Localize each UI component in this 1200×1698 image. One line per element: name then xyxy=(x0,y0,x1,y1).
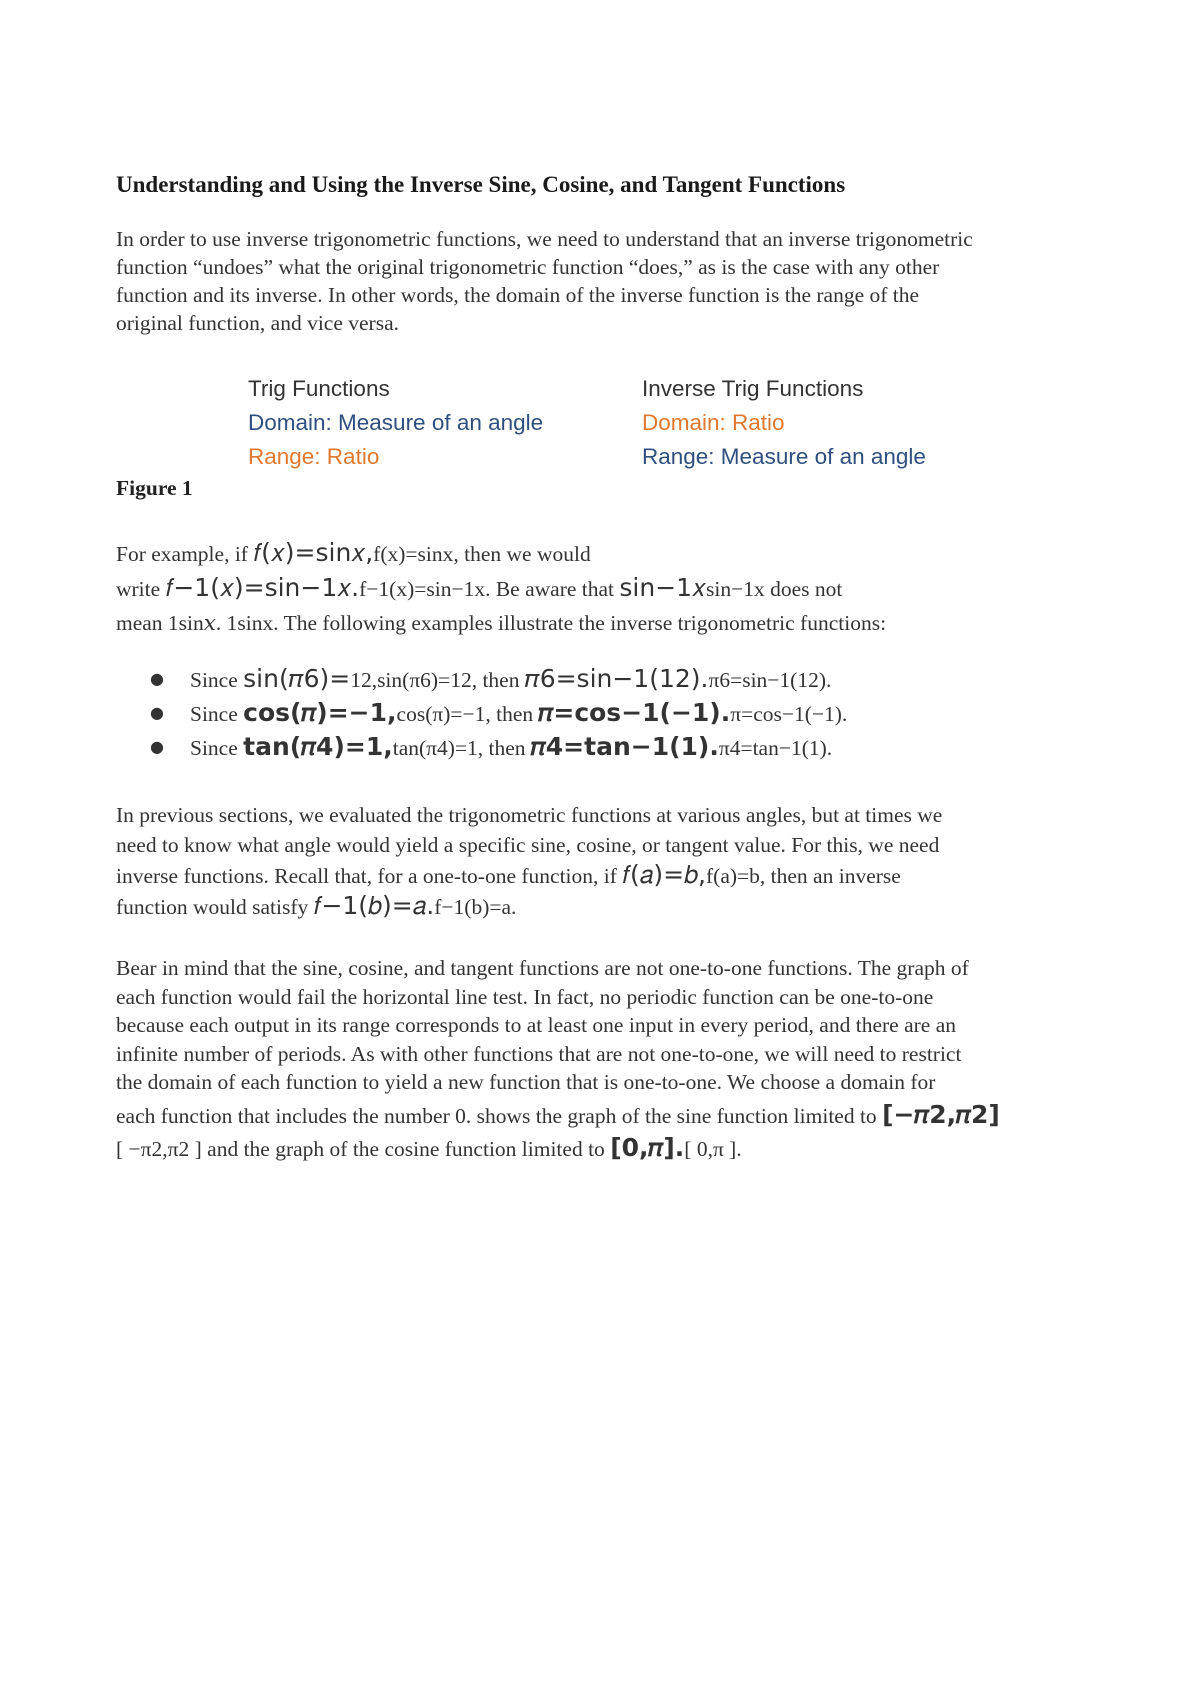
figure-trig-heading: Trig Functions xyxy=(248,376,390,401)
bullet-icon: ● xyxy=(150,703,164,722)
page-title: Understanding and Using the Inverse Sine, Cosine, and Tangent Functions xyxy=(116,172,846,197)
previous-line: inverse functions. Recall that, for a one-to-one function, if 𝑓(𝑎)=𝑏,f(a)=b, then an inverse xyxy=(116,860,901,889)
bear-line: because each output in its range corresponds to at least one input in every period, and there are an xyxy=(116,1013,956,1037)
examples-list xyxy=(116,662,847,764)
previous-line: function would satisfy 𝑓−1(𝑏)=𝑎.f−1(b)=a. xyxy=(116,891,517,920)
bear-line: Bear in mind that the sine, cosine, and tangent functions are not one-to-one functions. The graph of xyxy=(116,956,969,980)
example-line-1: For example, if 𝑓(𝑥)=sin𝑥,f(x)=sinx, then we would xyxy=(116,538,591,567)
example-paragraph xyxy=(116,536,1106,640)
list-item: ● Since sin(𝜋6)=12,sin(π6)=12, then 𝜋6=sin−1(12).π6=sin−1(12). xyxy=(116,662,847,696)
intro-paragraph xyxy=(116,225,1106,337)
figure-inverse-heading: Inverse Trig Functions xyxy=(642,376,864,401)
intro-line: In order to use inverse trigonometric functions, we need to understand that an inverse trigonometric xyxy=(116,227,973,251)
bear-line: each function would fail the horizontal line test. In fact, no periodic function can be one-to-one xyxy=(116,984,934,1009)
bear-line: the domain of each function to yield a new function that is one-to-one. We choose a domain for xyxy=(116,1070,936,1094)
intro-line: original function, and vice versa. xyxy=(116,311,399,335)
previous-paragraph xyxy=(116,800,1106,922)
bear-line: infinite number of periods. As with other functions that are not one-to-one, we will need to restrict xyxy=(116,1041,962,1066)
list-item: ● Since cos(𝜋)=−1,cos(π)=−1, then 𝜋=cos−1(−1).π=cos−1(−1). xyxy=(116,696,847,730)
bear-line: each function that includes the number 0. shows the graph of the sine function limited to [−𝜋2,𝜋2] xyxy=(116,1099,1000,1129)
bullet-icon: ● xyxy=(150,669,164,688)
previous-line: In previous sections, we evaluated the trigonometric functions at various angles, but at times we xyxy=(116,803,943,827)
bear-line: [ −π2,π2 ] and the graph of the cosine function limited to [0,𝜋].[ 0,π ]. xyxy=(116,1133,742,1162)
figure-trig-column xyxy=(248,372,543,474)
intro-line: function and its inverse. In other words, the domain of the inverse function is the range of the xyxy=(116,283,920,307)
bear-paragraph xyxy=(116,954,1106,1164)
example-line-3: mean 1sin𝑥. 1sinx. The following examples illustrate the inverse trigonometric functions: xyxy=(116,611,887,635)
figure-trig-domain: Domain: Measure of an angle xyxy=(248,410,544,435)
bullet-icon: ● xyxy=(150,737,164,756)
example-line-2: write 𝑓−1(𝑥)=sin−1𝑥.f−1(x)=sin−1x. Be aware that sin−1𝑥sin−1x does not xyxy=(116,573,843,602)
previous-line: need to know what angle would yield a specific sine, cosine, or tangent value. For this, we need xyxy=(116,833,940,857)
figure-inverse-domain: Domain: Ratio xyxy=(642,410,785,435)
list-item: ● Since tan(𝜋4)=1,tan(π4)=1, then 𝜋4=tan−1(1).π4=tan−1(1). xyxy=(116,730,847,764)
figure-inverse-column xyxy=(642,372,926,474)
figure-trig-range: Range: Ratio xyxy=(248,444,380,469)
intro-line: function “undoes” what the original trigonometric function “does,” as is the case with any other xyxy=(116,255,940,279)
figure-inverse-range: Range: Measure of an angle xyxy=(642,444,926,469)
figure-label: Figure 1 xyxy=(116,476,193,500)
